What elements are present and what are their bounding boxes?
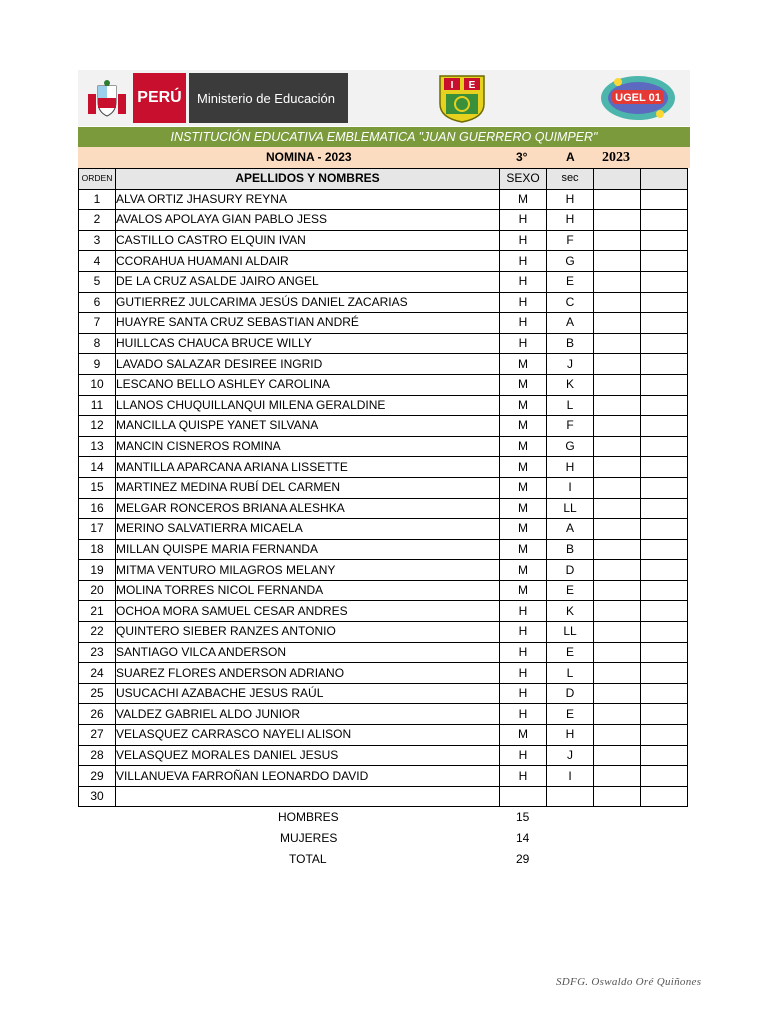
row-sex: H: [500, 313, 547, 334]
row-name: MANCIN CISNEROS ROMINA: [116, 436, 500, 457]
row-name: USUCACHI AZABACHE JESUS RAÚL: [116, 683, 500, 704]
row-extra-2: [641, 436, 688, 457]
row-sec: H: [547, 189, 594, 210]
row-name: MARTINEZ MEDINA RUBÍ DEL CARMEN: [116, 477, 500, 498]
row-sex: M: [500, 519, 547, 540]
row-extra-2: [641, 766, 688, 787]
row-order: 10: [79, 374, 116, 395]
header-order: ORDEN: [79, 169, 116, 190]
row-name: MOLINA TORRES NICOL FERNANDA: [116, 580, 500, 601]
table-row: [79, 374, 688, 395]
row-extra-1: [594, 663, 641, 684]
svg-text:UGEL 01: UGEL 01: [615, 92, 661, 104]
peru-coat-of-arms-icon: [86, 78, 128, 120]
table-row: [79, 395, 688, 416]
table-row: [79, 457, 688, 478]
row-sec: F: [547, 230, 594, 251]
row-extra-2: [641, 333, 688, 354]
row-sec: L: [547, 663, 594, 684]
row-extra-1: [594, 601, 641, 622]
row-order: 21: [79, 601, 116, 622]
row-sex: M: [500, 416, 547, 437]
row-order: 2: [79, 210, 116, 231]
row-extra-2: [641, 786, 688, 807]
table-row: [79, 745, 688, 766]
row-sex: M: [500, 354, 547, 375]
row-extra-1: [594, 642, 641, 663]
row-extra-1: [594, 395, 641, 416]
row-extra-2: [641, 580, 688, 601]
table-row: [79, 766, 688, 787]
total-label: TOTAL: [289, 852, 327, 866]
row-extra-2: [641, 498, 688, 519]
row-sec: B: [547, 539, 594, 560]
row-order: 26: [79, 704, 116, 725]
row-name: LAVADO SALAZAR DESIREE INGRID: [116, 354, 500, 375]
row-extra-1: [594, 271, 641, 292]
row-order: 14: [79, 457, 116, 478]
header-sex: SEXO: [500, 169, 547, 190]
row-sex: H: [500, 745, 547, 766]
row-sec: D: [547, 683, 594, 704]
total-value: 29: [516, 852, 530, 866]
table-row: [79, 251, 688, 272]
row-sex: H: [500, 766, 547, 787]
year-label: 2023: [602, 150, 630, 165]
row-extra-1: [594, 189, 641, 210]
row-sex: H: [500, 292, 547, 313]
header-name: APELLIDOS Y NOMBRES: [116, 169, 500, 190]
row-order: 23: [79, 642, 116, 663]
row-name: QUINTERO SIEBER RANZES ANTONIO: [116, 622, 500, 643]
table-row: [79, 642, 688, 663]
row-extra-1: [594, 766, 641, 787]
row-extra-1: [594, 230, 641, 251]
row-sex: H: [500, 663, 547, 684]
row-extra-2: [641, 622, 688, 643]
table-row: [79, 498, 688, 519]
table-row: [79, 189, 688, 210]
row-extra-1: [594, 704, 641, 725]
student-table: [78, 168, 688, 807]
row-extra-2: [641, 230, 688, 251]
row-name: MANTILLA APARCANA ARIANA LISSETTE: [116, 457, 500, 478]
row-extra-1: [594, 313, 641, 334]
row-name: SUAREZ FLORES ANDERSON ADRIANO: [116, 663, 500, 684]
row-sec: J: [547, 354, 594, 375]
row-extra-2: [641, 683, 688, 704]
total-men-value: 15: [516, 810, 530, 824]
row-extra-1: [594, 477, 641, 498]
row-name: MITMA VENTURO MILAGROS MELANY: [116, 560, 500, 581]
row-name: LESCANO BELLO ASHLEY CAROLINA: [116, 374, 500, 395]
row-order: 20: [79, 580, 116, 601]
row-extra-2: [641, 292, 688, 313]
table-row: [79, 230, 688, 251]
table-row: [79, 354, 688, 375]
row-sec: G: [547, 436, 594, 457]
row-name: MANCILLA QUISPE YANET SILVANA: [116, 416, 500, 437]
table-row: [79, 601, 688, 622]
row-name: AVALOS APOLAYA GIAN PABLO JESS: [116, 210, 500, 231]
row-order: 18: [79, 539, 116, 560]
row-order: 1: [79, 189, 116, 210]
row-extra-2: [641, 210, 688, 231]
row-order: 4: [79, 251, 116, 272]
row-name: VELASQUEZ CARRASCO NAYELI ALISON: [116, 725, 500, 746]
row-extra-1: [594, 210, 641, 231]
row-name: ALVA ORTIZ JHASURY REYNA: [116, 189, 500, 210]
row-name: VILLANUEVA FARROÑAN LEONARDO DAVID: [116, 766, 500, 787]
table-row: [79, 704, 688, 725]
row-sex: H: [500, 210, 547, 231]
row-order: 17: [79, 519, 116, 540]
row-name: VALDEZ GABRIEL ALDO JUNIOR: [116, 704, 500, 725]
section-label: A: [566, 150, 575, 164]
table-row: [79, 333, 688, 354]
row-name: [116, 786, 500, 807]
row-extra-2: [641, 395, 688, 416]
ministry-label: Ministerio de Educación: [189, 73, 348, 123]
row-sec: E: [547, 271, 594, 292]
row-extra-1: [594, 292, 641, 313]
row-sec: B: [547, 333, 594, 354]
row-order: 6: [79, 292, 116, 313]
row-sex: M: [500, 374, 547, 395]
row-extra-1: [594, 436, 641, 457]
row-name: MERINO SALVATIERRA MICAELA: [116, 519, 500, 540]
row-extra-1: [594, 333, 641, 354]
row-order: 13: [79, 436, 116, 457]
row-sec: E: [547, 642, 594, 663]
row-extra-2: [641, 416, 688, 437]
row-name: SANTIAGO VILCA ANDERSON: [116, 642, 500, 663]
header-extra-2: [641, 169, 688, 190]
row-extra-2: [641, 313, 688, 334]
row-sex: H: [500, 601, 547, 622]
row-extra-1: [594, 560, 641, 581]
row-extra-2: [641, 374, 688, 395]
row-sex: H: [500, 704, 547, 725]
ugel-logo-icon: [598, 72, 678, 124]
row-name: VELASQUEZ MORALES DANIEL JESUS: [116, 745, 500, 766]
row-sec: D: [547, 560, 594, 581]
row-sex: M: [500, 395, 547, 416]
row-sex: H: [500, 622, 547, 643]
row-order: 15: [79, 477, 116, 498]
svg-text:I: I: [450, 80, 454, 91]
table-row: [79, 622, 688, 643]
row-extra-2: [641, 745, 688, 766]
row-sex: [500, 786, 547, 807]
table-row: [79, 313, 688, 334]
row-order: 11: [79, 395, 116, 416]
row-order: 29: [79, 766, 116, 787]
row-extra-1: [594, 457, 641, 478]
row-sec: E: [547, 580, 594, 601]
row-extra-1: [594, 786, 641, 807]
table-row: [79, 519, 688, 540]
row-extra-1: [594, 251, 641, 272]
row-extra-1: [594, 374, 641, 395]
table-row: [79, 292, 688, 313]
row-order: 5: [79, 271, 116, 292]
total-women-label: MUJERES: [280, 831, 338, 845]
row-sec: F: [547, 416, 594, 437]
row-sex: M: [500, 189, 547, 210]
table-row: [79, 416, 688, 437]
row-sex: M: [500, 725, 547, 746]
table-row: [79, 539, 688, 560]
table-row: [79, 210, 688, 231]
table-row: [79, 560, 688, 581]
row-name: HUAYRE SANTA CRUZ SEBASTIAN ANDRÉ: [116, 313, 500, 334]
row-sec: G: [547, 251, 594, 272]
row-extra-2: [641, 271, 688, 292]
row-sex: H: [500, 230, 547, 251]
row-sex: H: [500, 333, 547, 354]
row-sex: H: [500, 642, 547, 663]
row-extra-2: [641, 663, 688, 684]
row-sec: A: [547, 313, 594, 334]
row-sec: K: [547, 601, 594, 622]
row-sex: H: [500, 251, 547, 272]
institution-title: INSTITUCIÓN EDUCATIVA EMBLEMATICA "JUAN GUERRERO QUIMPER": [78, 127, 690, 147]
header-extra-1: [594, 169, 641, 190]
row-sec: L: [547, 395, 594, 416]
row-name: LLANOS CHUQUILLANQUI MILENA GERALDINE: [116, 395, 500, 416]
table-row: [79, 580, 688, 601]
row-sec: K: [547, 374, 594, 395]
row-order: 16: [79, 498, 116, 519]
row-sex: H: [500, 683, 547, 704]
row-order: 28: [79, 745, 116, 766]
row-extra-1: [594, 745, 641, 766]
nomina-row: [78, 147, 690, 168]
row-order: 7: [79, 313, 116, 334]
row-extra-1: [594, 725, 641, 746]
row-order: 30: [79, 786, 116, 807]
row-order: 8: [79, 333, 116, 354]
row-name: MELGAR RONCEROS BRIANA ALESHKA: [116, 498, 500, 519]
row-order: 19: [79, 560, 116, 581]
row-sex: M: [500, 560, 547, 581]
svg-text:E: E: [468, 80, 476, 91]
row-sec: J: [547, 745, 594, 766]
table-row: [79, 436, 688, 457]
total-men-label: HOMBRES: [278, 810, 339, 824]
row-extra-2: [641, 725, 688, 746]
total-women-value: 14: [516, 831, 530, 845]
row-order: 24: [79, 663, 116, 684]
table-row: [79, 271, 688, 292]
row-name: DE LA CRUZ ASALDE JAIRO ANGEL: [116, 271, 500, 292]
row-name: CCORAHUA HUAMANI ALDAIR: [116, 251, 500, 272]
row-extra-2: [641, 642, 688, 663]
table-row: [79, 477, 688, 498]
row-sec: C: [547, 292, 594, 313]
table-row: [79, 663, 688, 684]
row-extra-2: [641, 539, 688, 560]
row-extra-2: [641, 354, 688, 375]
nomina-label: NOMINA - 2023: [266, 150, 352, 164]
row-extra-2: [641, 704, 688, 725]
row-name: MILLAN QUISPE MARIA FERNANDA: [116, 539, 500, 560]
row-extra-2: [641, 189, 688, 210]
row-name: GUTIERREZ JULCARIMA JESÚS DANIEL ZACARIAS: [116, 292, 500, 313]
row-sex: M: [500, 580, 547, 601]
header-sec: sec: [547, 169, 594, 190]
row-sec: I: [547, 766, 594, 787]
row-extra-1: [594, 539, 641, 560]
signature: SDFG. Oswaldo Oré Quiñones: [556, 976, 702, 988]
row-sex: M: [500, 539, 547, 560]
row-sec: E: [547, 704, 594, 725]
row-name: CASTILLO CASTRO ELQUIN IVAN: [116, 230, 500, 251]
row-extra-1: [594, 683, 641, 704]
row-order: 22: [79, 622, 116, 643]
row-sec: [547, 786, 594, 807]
row-sex: H: [500, 271, 547, 292]
row-sex: M: [500, 436, 547, 457]
row-extra-2: [641, 601, 688, 622]
row-sec: H: [547, 725, 594, 746]
row-sex: M: [500, 477, 547, 498]
row-order: 25: [79, 683, 116, 704]
row-extra-2: [641, 477, 688, 498]
row-order: 9: [79, 354, 116, 375]
row-sex: M: [500, 457, 547, 478]
row-extra-1: [594, 498, 641, 519]
row-extra-2: [641, 519, 688, 540]
row-sec: LL: [547, 622, 594, 643]
row-sec: LL: [547, 498, 594, 519]
table-row: [79, 786, 688, 807]
table-row: [79, 725, 688, 746]
row-sec: A: [547, 519, 594, 540]
row-extra-2: [641, 457, 688, 478]
row-name: HUILLCAS CHAUCA BRUCE WILLY: [116, 333, 500, 354]
row-sec: I: [547, 477, 594, 498]
row-extra-1: [594, 354, 641, 375]
row-order: 3: [79, 230, 116, 251]
row-name: OCHOA MORA SAMUEL CESAR ANDRES: [116, 601, 500, 622]
row-extra-1: [594, 416, 641, 437]
table-header-row: [79, 169, 688, 190]
peru-label: PERÚ: [133, 73, 186, 123]
table-row: [79, 683, 688, 704]
row-order: 27: [79, 725, 116, 746]
row-order: 12: [79, 416, 116, 437]
school-crest-icon: [436, 72, 488, 124]
grade-label: 3°: [516, 150, 528, 164]
row-sex: M: [500, 498, 547, 519]
row-extra-2: [641, 251, 688, 272]
row-extra-1: [594, 580, 641, 601]
row-extra-2: [641, 560, 688, 581]
row-extra-1: [594, 519, 641, 540]
row-extra-1: [594, 622, 641, 643]
row-sec: H: [547, 210, 594, 231]
row-sec: H: [547, 457, 594, 478]
header-logos: [78, 70, 690, 126]
